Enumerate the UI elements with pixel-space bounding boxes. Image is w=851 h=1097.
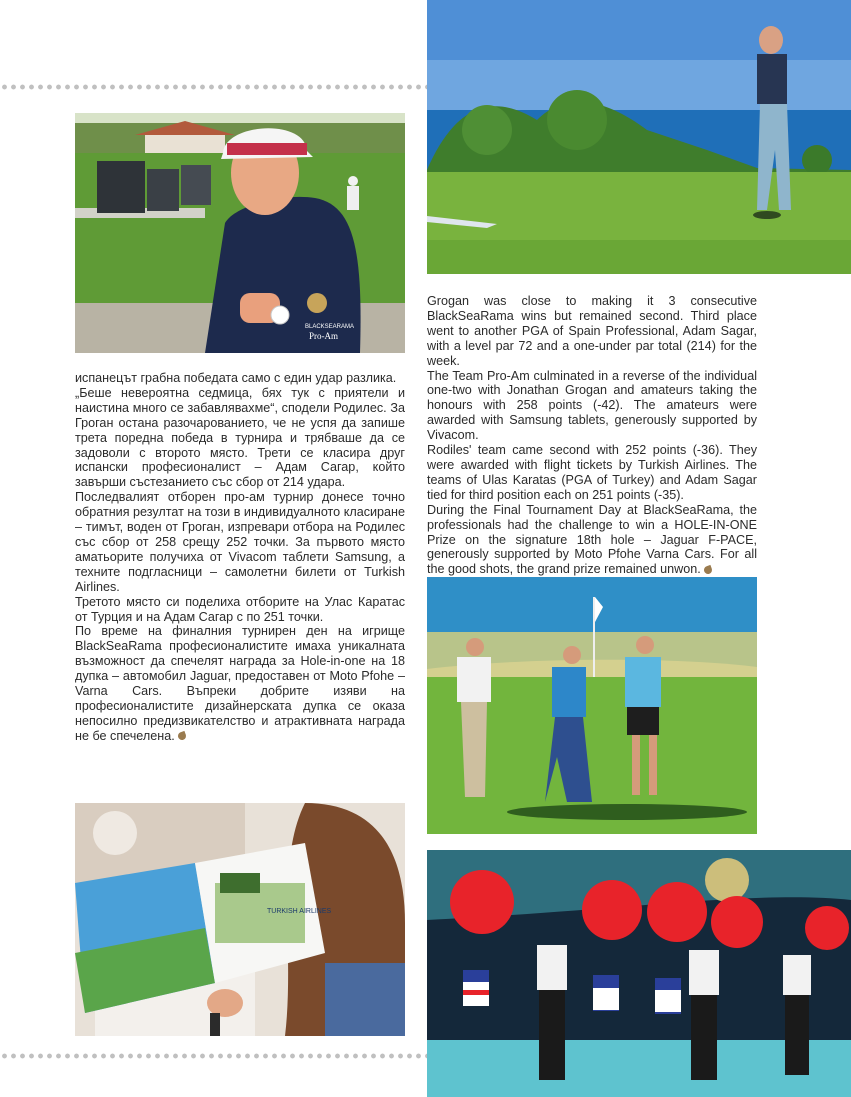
- leaf-end-mark-icon: [703, 565, 713, 575]
- english-article-column: [427, 294, 757, 577]
- en-paragraph-3: Rodiles' team came second with 252 points (-36). They were awarded with flight tickets by Turkish Airlines. The teams of Ulas Karatas (PGA of Turkey) and Adam Sagar tied for third position each on 251 points (-35).: [427, 443, 757, 502]
- photo-golfer-portrait: [75, 113, 405, 353]
- en-paragraph-4: During the Final Tournament Day at BlackSeaRama, the professionals had the challenge to win a HOLE-IN-ONE Prize on the signature 18th hole – Jaguar F-PACE, generously supported by Moto Pfohe Varna Cars. For all the good shots, the grand prize remained unwon.: [427, 502, 757, 577]
- bg-paragraph-3: Последвалият отборен про-ам турнир донесе точно обратния резултат на този в индивидуалното класиране – тимът, воден от Гроган, изпревари отбора на Родилес със сбор от 258 срещу 252 точки. За първото място аматьорите получиха от Vivacom таблети Samsung, а техните подгласници – самолетни билети от Turkish Airlines.: [75, 490, 405, 594]
- bg-paragraph-5: По време на финалния турнирен ден на игрище BlackSeaRama професионалистите имаха уникалната възможност да спечелят награда за Hole-in-one на 18 дупка – автомобил Jaguar, предоставен от Moto Pfohe – Varna Cars. Въпреки добрите изяви на професионалистите дизайнерската дупка се оказа непосилно предизвикателство и атрактивната награда не бе спечелена.: [75, 624, 405, 743]
- bulgarian-article-column: [75, 371, 405, 744]
- photo-brochure-reader: [75, 803, 405, 1036]
- leaf-end-mark-icon: [177, 731, 187, 741]
- brochure-text: TURKISH AIRLINES: [267, 908, 332, 915]
- photo-golfer-green-sea: [427, 0, 851, 274]
- bg-paragraph-1: испанецът грабна победата само с един удар разлика.: [75, 371, 397, 385]
- en-paragraph-1: Grogan was close to making it 3 consecutive BlackSeaRama wins but remained second. Third place went to another PGA of Spain Professional, Adam Sagar, with a level par 72 and a one-under par total (214) for the week.: [427, 294, 757, 368]
- en-paragraph-2: The Team Pro-Am culminated in a reverse of the individual one-two with Jonathan Grogan and amateurs taking the honours with 258 points (-42). The amateurs were awarded with Samsung tablets, generously supported by Vivacom.: [427, 368, 757, 443]
- photo-golfers-high-five: [427, 577, 757, 834]
- shirt-logo-subtext: Pro-Am: [309, 331, 338, 341]
- shirt-logo-text: BLACKSEARAMA: [305, 324, 355, 330]
- bg-paragraph-4: Третото място си поделиха отборите на Улас Каратас от Турция и на Адам Сагар с по 251 точки.: [75, 594, 405, 624]
- photo-stage-dancers: [427, 850, 851, 1097]
- bg-paragraph-2: „Беше невероятна седмица, бях тук с приятели и наистина много се забавлявахме“, сподели Родилес. За Гроган остана разочарованието, че не успя да запише трета поредна победа в турнира и трябваше да се задоволи с второто място. Трети се класира друг испански професионалист – Адам Сагар, който завърши състезанието със сбор от 214 удара.: [75, 385, 405, 490]
